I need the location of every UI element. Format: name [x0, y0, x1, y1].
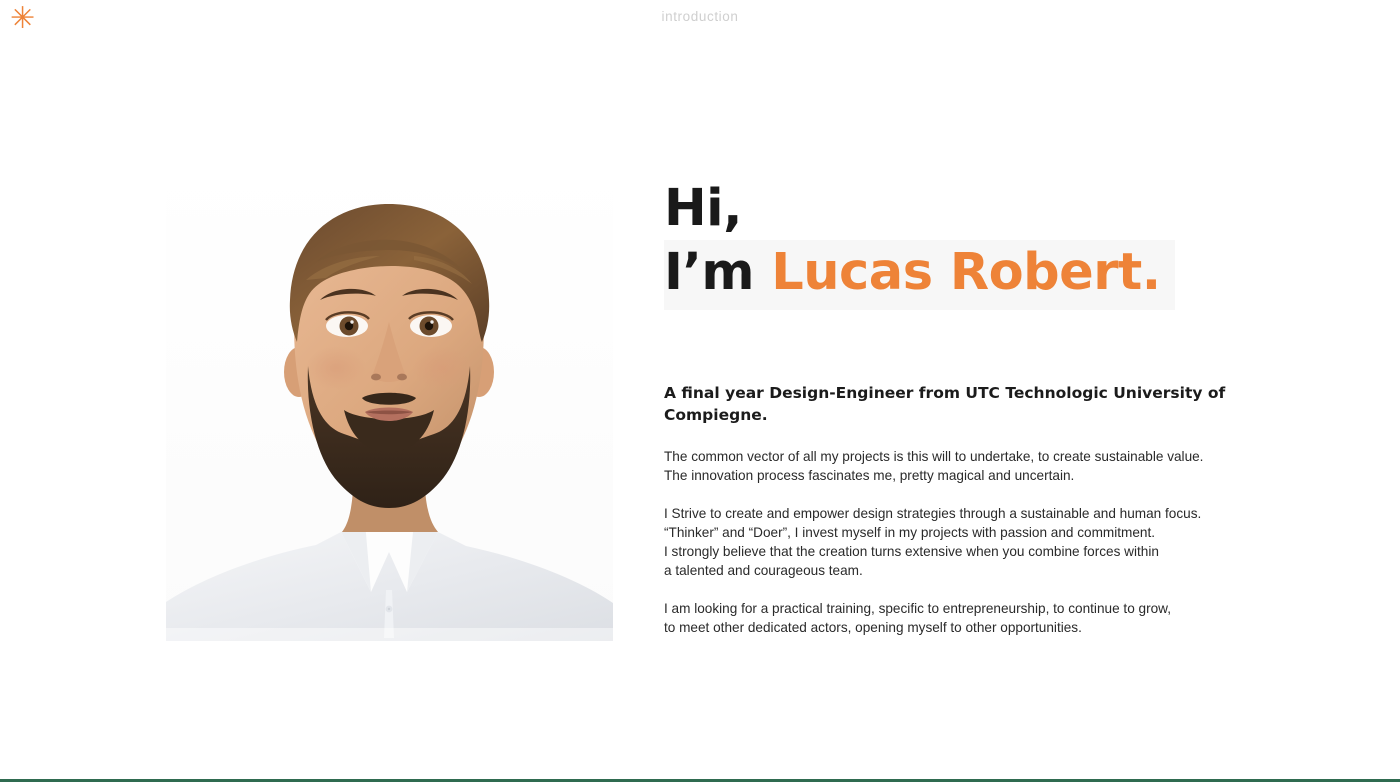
asterisk-icon: ✳	[10, 1, 36, 36]
intro-paragraph-1: The common vector of all my projects is this will to undertake, to create sustainable value. The innovation process fascinates me, pretty magical and uncertain.	[664, 449, 1204, 484]
intro-lede: A final year Design-Engineer from UTC Technologic University of Compiegne.	[664, 384, 1226, 424]
intro-paragraph-3: I am looking for a practical training, specific to entrepreneurship, to continue to grow, to meet other dedicated actors, opening myself to other opportunities.	[664, 600, 1172, 636]
portrait-photo	[166, 160, 613, 641]
headline-line-2	[664, 240, 1175, 310]
headline-greeting: I’m	[664, 243, 772, 302]
headline	[664, 178, 1224, 310]
page-label: introduction	[661, 9, 739, 24]
intro-paragraphs	[664, 447, 1264, 637]
headline-line-1: Hi,	[664, 179, 743, 238]
headline-name: Lucas Robert.	[771, 243, 1161, 302]
intro-paragraph-2: I Strive to create and empower design strategies through a sustainable and human focus. “Thinker” and “Doer”, I invest myself in my projects with passion and commitment. I strongly believe that the creation turns extensive when you combine forces within a talented and courageous team.	[664, 505, 1202, 579]
